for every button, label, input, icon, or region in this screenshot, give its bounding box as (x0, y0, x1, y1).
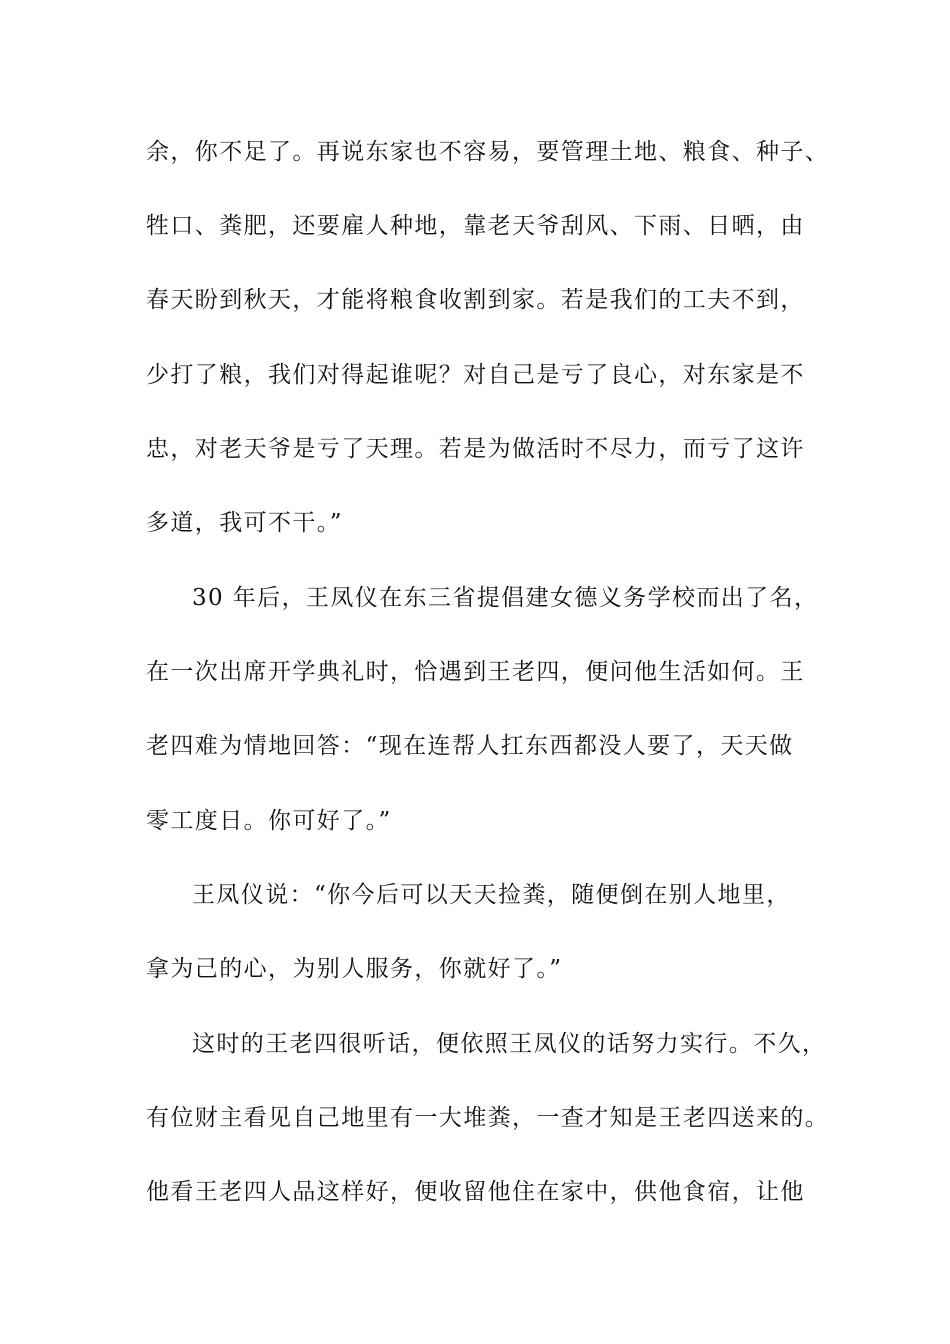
text-line: 多道，我可不干。” (146, 510, 343, 536)
text-line: 在一次出席开学典礼时，恰遇到王老四，便问他生活如何。王 (146, 659, 805, 685)
text-line: 春天盼到秋天，才能将粮食收割到家。若是我们的工夫不到， (146, 287, 805, 313)
text-line: 有位财主看见自己地里有一大堆粪，一查才知是王老四送来的。 (146, 1105, 830, 1131)
paragraph-first-line: 30 年后，王凤仪在东三省提倡建女德义务学校而出了名， (192, 585, 819, 611)
text-line: 少打了粮，我们对得起谁呢？对自己是亏了良心，对东家是不 (146, 362, 805, 388)
text-line: 忠，对老天爷是亏了天理。若是为做活时不尽力，而亏了这许 (146, 436, 805, 462)
text-line: 余，你不足了。再说东家也不容易，要管理土地、粮食、种子、 (146, 139, 830, 165)
text-line: 他看王老四人品这样好，便收留他住在家中，供他食宿，让他 (146, 1179, 805, 1205)
text-line: 老四难为情地回答：“现在连帮人扛东西都没人要了，天天做 (146, 733, 794, 759)
text-line: 牲口、粪肥，还要雇人种地，靠老天爷刮风、下雨、日晒，由 (146, 213, 805, 239)
text-line: 零工度日。你可好了。” (146, 808, 392, 834)
paragraph-first-line: 王凤仪说：“你今后可以天天捡粪，随便倒在别人地里， (192, 882, 791, 908)
paragraph-first-line: 这时的王老四很听话，便依照王凤仪的话努力实行。不久， (192, 1031, 827, 1057)
text-line: 拿为己的心，为别人服务，你就好了。” (146, 956, 563, 982)
